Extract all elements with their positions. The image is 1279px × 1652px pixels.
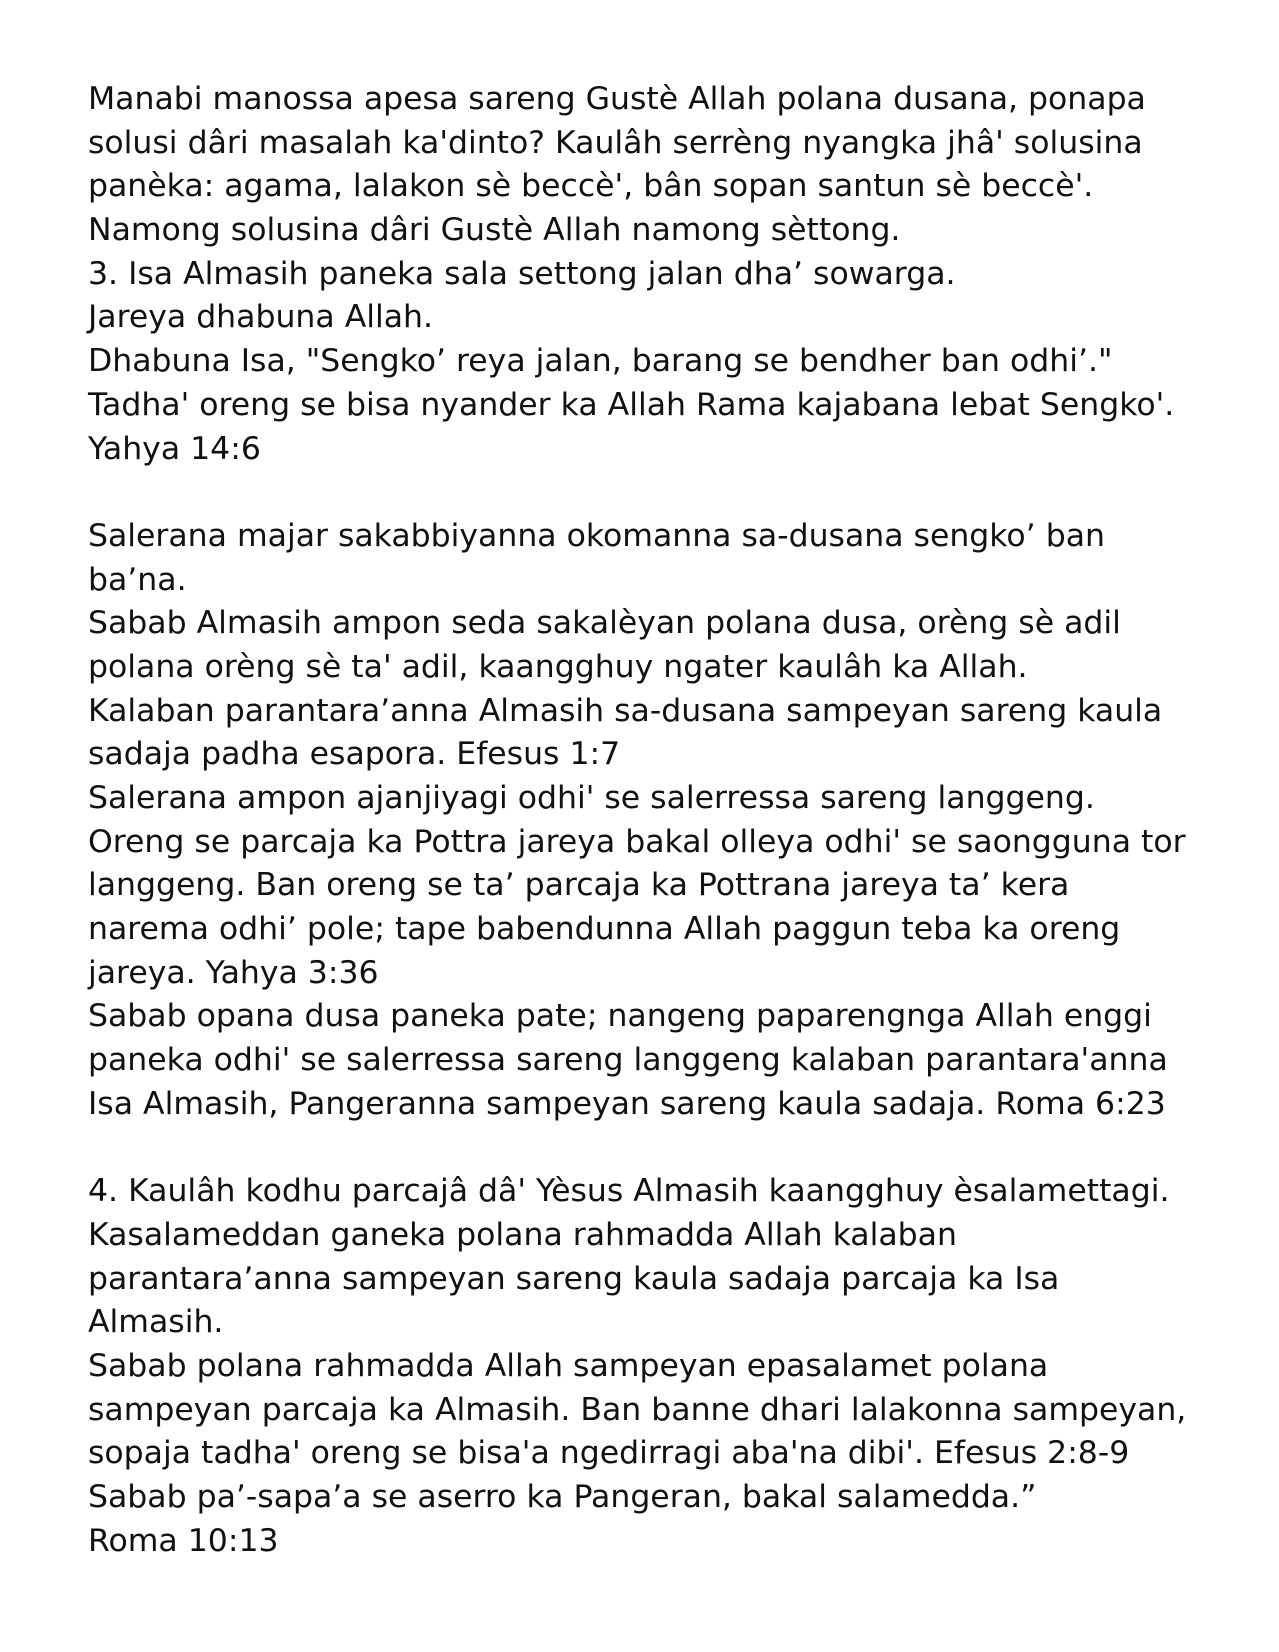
text-line: parantara’anna sampeyan sareng kaula sadaja parcaja ka Isa [88,1260,1060,1297]
text-line: 3. Isa Almasih paneka sala settong jalan dha’ sowarga. [88,255,956,292]
text-line: Sabab opana dusa paneka pate; nangeng paparengnga Allah enggi [88,998,1152,1035]
text-line: sopaja tadha' oreng se bisa'a ngedirragi aba'na dibi'. Efesus 2:8-9 [88,1435,1130,1472]
text-line: narema odhi’ pole; tape babendunna Allah paggun teba ka oreng [88,911,1121,948]
text-line: Sabab Almasih ampon seda sakalèyan polana dusa, orèng sè adil [88,605,1121,642]
text-line: Yahya 14:6 [88,430,261,467]
text-line: Manabi manossa apesa sareng Gustè Allah polana dusana, ponapa [88,81,1146,117]
text-line: Namong solusina dâri Gustè Allah namong sèttong. [88,212,901,249]
text-line: Sabab pa’-sapa’a se aserro ka Pangeran, bakal salamedda.” [88,1479,1037,1515]
text-line: Dhabuna Isa, "Sengko’ reya jalan, barang se bendher ban odhi’." [88,343,1113,380]
text-line: Kasalameddan ganeka polana rahmadda Allah kalaban [88,1216,957,1253]
text-line: Salerana ampon ajanjiyagi odhi' se salerressa sareng langgeng. [88,780,1095,816]
text-line: ba’na. [88,561,187,598]
text-line: polana orèng sè ta' adil, kaangghuy ngater kaulâh ka Allah. [88,648,1028,685]
text-line: 4. Kaulâh kodhu parcajâ dâ' Yèsus Almasih kaangghuy èsalamettagi. [88,1173,1170,1210]
text-line: langgeng. Ban oreng se ta’ parcaja ka Pottrana jareya ta’ kera [88,867,1070,904]
text-line: paneka odhi' se salerressa sareng langgeng kalaban parantara'anna [88,1042,1168,1079]
blank-line [88,471,1248,515]
text-line: Roma 10:13 [88,1522,279,1559]
text-line: Sabab polana rahmadda Allah sampeyan epasalamet polana [88,1347,1049,1384]
text-line: Oreng se parcaja ka Pottra jareya bakal olleya odhi' se saongguna tor [88,823,1186,860]
text-line: sadaja padha esapora. Efesus 1:7 [88,736,621,773]
text-line: Almasih. [88,1304,224,1341]
text-line: panèka: agama, lalakon sè beccè', bân sopan santun sè beccè'. [88,168,1094,205]
text-line: Tadha' oreng se bisa nyander ka Allah Rama kajabana lebat Sengko'. [88,386,1175,423]
document-text [88,78,1248,1563]
text-line: Jareya dhabuna Allah. [88,299,434,336]
text-line: sampeyan parcaja ka Almasih. Ban banne dhari lalakonna sampeyan, [88,1391,1187,1428]
text-line: Salerana majar sakabbiyanna okomanna sa-dusana sengko’ ban [88,517,1105,554]
text-line: jareya. Yahya 3:36 [88,954,379,991]
blank-line [88,1127,1248,1171]
text-line: Isa Almasih, Pangeranna sampeyan sareng kaula sadaja. Roma 6:23 [88,1085,1166,1122]
text-line: Kalaban parantara’anna Almasih sa-dusana sampeyan sareng kaula [88,692,1163,729]
text-line: solusi dâri masalah ka'dinto? Kaulâh serrèng nyangka jhâ' solusina [88,124,1143,161]
